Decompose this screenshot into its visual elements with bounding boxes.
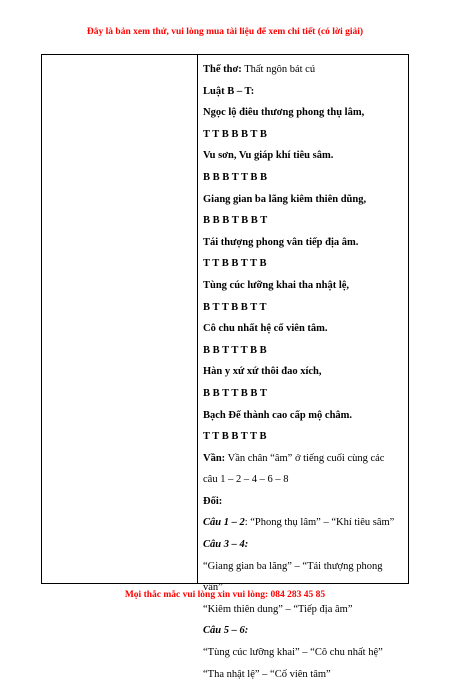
pair-3-4-text-a-continued: vân” xyxy=(203,582,223,594)
poem-line-5: Tùng cúc lưỡng khai tha nhật lệ, xyxy=(203,279,350,291)
contact-footer: Mọi thắc mắc vui lòng xin vui lòng: 084 283 45 85 xyxy=(124,590,326,600)
tone-pattern-8: T T B B T T B xyxy=(203,431,267,443)
form-value: Thất ngôn bát cú xyxy=(241,64,316,75)
poem-line-3: Giang gian ba lãng kiêm thiên dũng, xyxy=(203,193,367,205)
tone-pattern-4: T T B B T T B xyxy=(203,258,267,270)
line-form xyxy=(203,59,406,81)
form-label: Thể thơ: xyxy=(203,64,242,75)
poem-line-7: Hàn y xứ xứ thôi đao xích, xyxy=(203,366,322,378)
line-rhyme xyxy=(203,448,406,470)
rhyme-label: Vần: xyxy=(203,452,226,464)
tone-pattern-5: B T T B B T T xyxy=(203,301,267,313)
pair-5-6-text-b: “Tha nhật lệ” – “Cố viên tâm” xyxy=(203,668,331,680)
parallelism-heading: Đối: xyxy=(203,495,223,507)
line-pair-1-2 xyxy=(203,512,406,534)
poem-line-2: Vu sơn, Vu giáp khí tiêu sâm. xyxy=(203,150,334,162)
pair-3-4-text-b: “Kiêm thiên dung” – “Tiếp địa âm” xyxy=(203,603,353,615)
poem-line-1: Ngọc lộ điêu thương phong thụ lâm, xyxy=(203,107,365,119)
pair-3-4-label: Câu 3 – 4: xyxy=(203,539,249,551)
pair-1-2-label: Câu 1 – 2 xyxy=(203,517,245,529)
tone-pattern-3: B B B T B B T xyxy=(203,215,268,227)
tone-pattern-1: T T B B B T B xyxy=(203,128,267,140)
tone-pattern-7: B B T T B B T xyxy=(203,387,267,399)
line-rule-heading: Luật B – T: xyxy=(203,85,255,97)
poem-line-8: Bạch Đế thành cao cấp mộ châm. xyxy=(203,409,353,421)
column-divider xyxy=(197,55,198,583)
preview-notice-header: Đây là bản xem thử, vui lòng mua tài liệu để xem chi tiết (có lời giải) xyxy=(86,27,364,37)
rhyme-text-continued: câu 1 – 2 – 4 – 6 – 8 xyxy=(203,474,289,486)
pair-5-6-label: Câu 5 – 6: xyxy=(203,625,249,637)
pair-1-2-text: : “Phong thụ lâm” – “Khí tiêu sâm” xyxy=(244,517,395,529)
poem-line-4: Tái thượng phong vân tiếp địa âm. xyxy=(203,236,359,248)
poem-line-6: Cô chu nhất hệ cố viên tâm. xyxy=(203,323,328,335)
pair-3-4-text-a: “Giang gian ba lãng” – “Tái thượng phong xyxy=(203,560,383,572)
pair-5-6-text-a: “Tùng cúc lưỡng khai” – “Cô chu nhất hệ” xyxy=(203,647,383,659)
tone-pattern-2: B B B T T B B xyxy=(203,171,268,183)
rhyme-text: Vần chân “âm” ở tiếng cuối cùng các xyxy=(225,452,385,464)
tone-pattern-6: B B T T T B B xyxy=(203,344,267,356)
